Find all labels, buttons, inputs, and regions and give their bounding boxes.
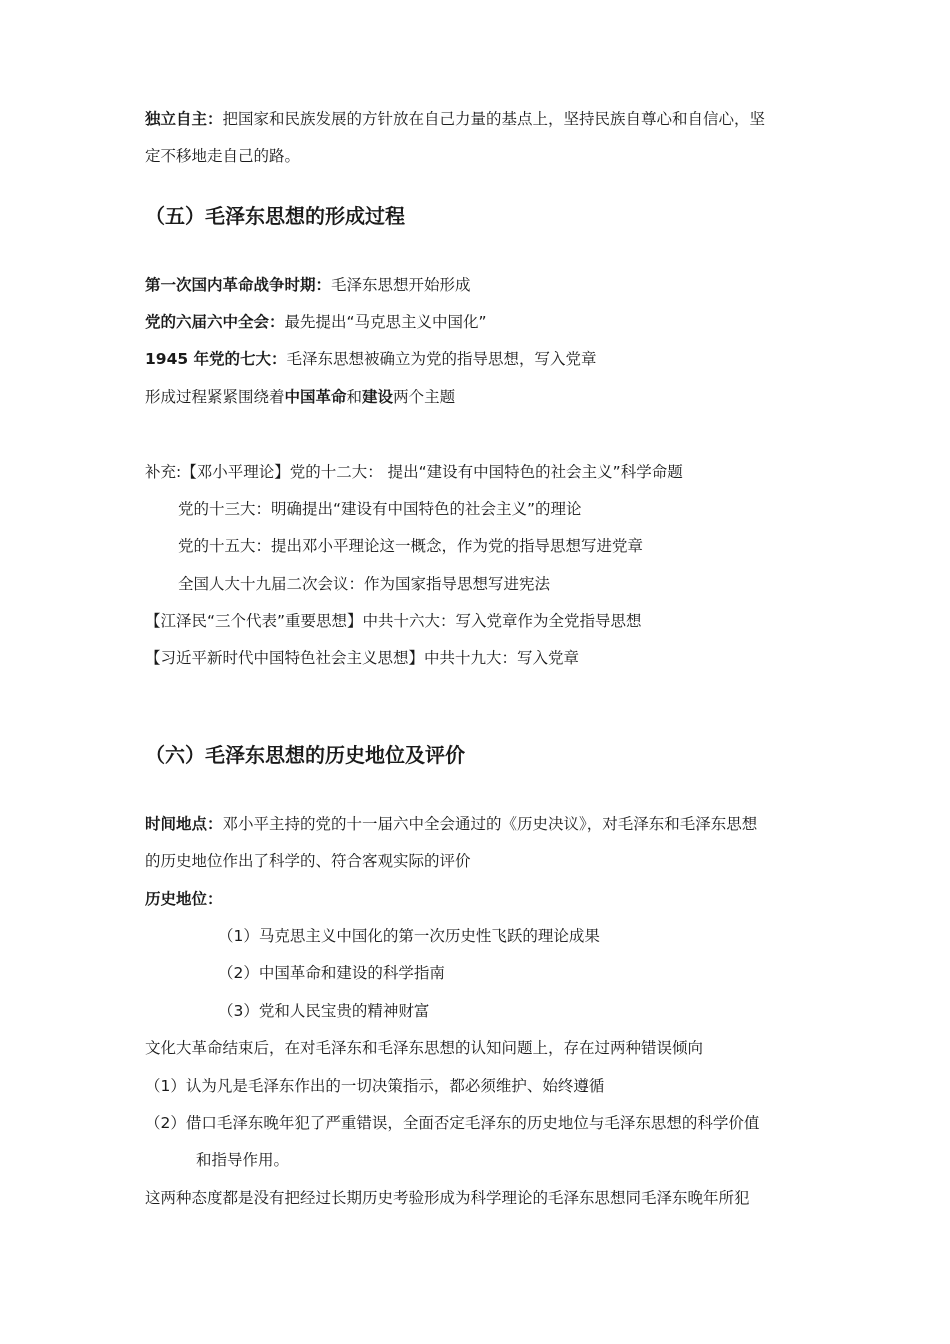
formation-theme-e: 两个主题 bbox=[393, 388, 456, 406]
historical-status-item-2: （2）中国革命和建设的科学指南 bbox=[218, 964, 445, 982]
evaluation-line-4: 和指导作用。 bbox=[196, 1151, 290, 1169]
time-place-line-2: 的历史地位作出了科学的、符合客观实际的评价 bbox=[145, 852, 471, 870]
formation-theme-c: 和 bbox=[346, 388, 363, 406]
supplement-line-3: 党的十五大：提出邓小平理论这一概念，作为党的指导思想写进党章 bbox=[178, 537, 644, 555]
historical-status-label: 历史地位： bbox=[145, 890, 223, 908]
formation-item-3-label: 1945 年党的七大： bbox=[145, 350, 287, 368]
formation-theme-d: 建设 bbox=[362, 388, 394, 406]
evaluation-line-1: 文化大革命结束后，在对毛泽东和毛泽东思想的认知问题上，存在过两种错误倾向 bbox=[145, 1039, 704, 1057]
intro-line-1 bbox=[145, 108, 765, 130]
evaluation-line-3: （2）借口毛泽东晚年犯了严重错误，全面否定毛泽东的历史地位与毛泽东思想的科学价值 bbox=[145, 1114, 760, 1132]
supplement-line-6: 【习近平新时代中国特色社会主义思想】中共十九大：写入党章 bbox=[145, 649, 580, 667]
time-place-label: 时间地点： bbox=[145, 815, 223, 833]
supplement-line-1: 补充:【邓小平理论】党的十二大： 提出“建设有中国特色的社会主义”科学命题 bbox=[145, 463, 683, 481]
formation-theme-b: 中国革命 bbox=[284, 388, 347, 406]
section-5-heading: （五）毛泽东思想的形成过程 bbox=[145, 204, 405, 228]
supplement-line-2: 党的十三大：明确提出“建设有中国特色的社会主义”的理论 bbox=[178, 500, 582, 518]
supplement-line-4: 全国人大十九届二次会议：作为国家指导思想写进宪法 bbox=[178, 575, 551, 593]
formation-theme bbox=[145, 386, 455, 408]
intro-line-2: 定不移地走自己的路。 bbox=[145, 147, 301, 165]
intro-label: 独立自主： bbox=[145, 110, 223, 128]
supplement-line-5: 【江泽民“三个代表”重要思想】中共十六大：写入党章作为全党指导思想 bbox=[145, 612, 642, 630]
time-place-text: 邓小平主持的党的十一届六中全会通过的《历史决议》，对毛泽东和毛泽东思想 bbox=[222, 815, 758, 833]
formation-item-1-text: 毛泽东思想开始形成 bbox=[331, 276, 471, 294]
formation-item-3 bbox=[145, 348, 597, 370]
formation-item-2-label: 党的六届六中全会： bbox=[145, 313, 285, 331]
formation-item-1-label: 第一次国内革命战争时期： bbox=[145, 276, 332, 294]
formation-item-2-text: 最先提出“马克思主义中国化” bbox=[284, 313, 487, 331]
formation-theme-a: 形成过程紧紧围绕着 bbox=[145, 388, 285, 406]
formation-item-2 bbox=[145, 311, 487, 333]
section-6-heading: （六）毛泽东思想的历史地位及评价 bbox=[145, 743, 465, 767]
historical-status-item-3: （3）党和人民宝贵的精神财富 bbox=[218, 1002, 430, 1020]
time-place-line-1 bbox=[145, 813, 757, 835]
historical-status-item-1: （1）马克思主义中国化的第一次历史性飞跃的理论成果 bbox=[218, 927, 600, 945]
formation-item-3-text: 毛泽东思想被确立为党的指导思想，写入党章 bbox=[286, 350, 597, 368]
evaluation-line-2: （1）认为凡是毛泽东作出的一切决策指示，都必须维护、始终遵循 bbox=[145, 1077, 605, 1095]
evaluation-line-5: 这两种态度都是没有把经过长期历史考验形成为科学理论的毛泽东思想同毛泽东晚年所犯 bbox=[145, 1189, 750, 1207]
intro-text: 把国家和民族发展的方针放在自己力量的基点上，坚持民族自尊心和自信心，坚 bbox=[222, 110, 766, 128]
formation-item-1 bbox=[145, 274, 471, 296]
